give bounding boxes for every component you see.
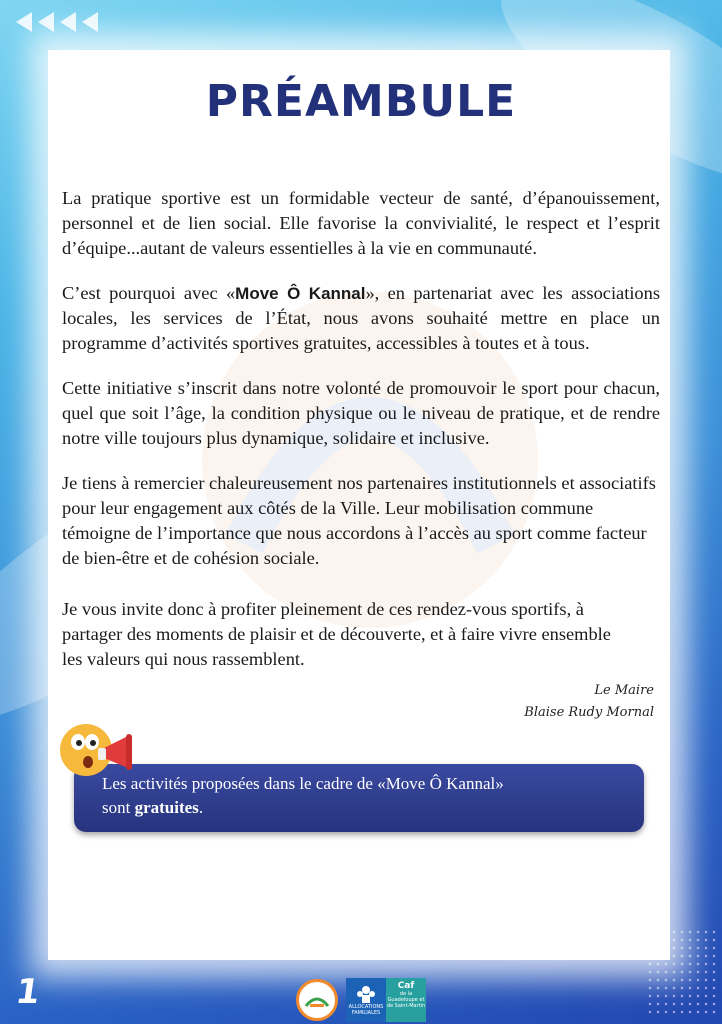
caf-left-text: ALLOCATIONS FAMILIALES bbox=[348, 1004, 384, 1016]
signature-name: Blaise Rudy Mornal bbox=[524, 705, 654, 720]
caf-logo-left bbox=[346, 978, 386, 1022]
caf-logo-right bbox=[386, 978, 426, 1022]
banner-text bbox=[102, 772, 624, 820]
partner-logos bbox=[296, 978, 426, 1022]
arrow-left-icon bbox=[16, 12, 32, 32]
arrow-left-icon bbox=[82, 12, 98, 32]
program-name: Move Ô Kannal bbox=[235, 284, 366, 303]
paragraph-1: La pratique sportive est un formidable vecteur de santé, d’épanouissement, personnel et de lien social. Elle favorise la convivialité, le respect et l’esprit d’équipe...autant de valeurs essentielles à la vie en communauté. bbox=[62, 188, 660, 258]
banner-line-2-prefix: sont bbox=[102, 798, 135, 817]
surprised-face-megaphone-icon bbox=[58, 718, 142, 782]
back-arrows-decoration bbox=[16, 12, 98, 32]
banner-line-2-suffix: . bbox=[198, 798, 204, 817]
arrow-left-icon bbox=[60, 12, 76, 32]
paragraph-3: Cette initiative s’inscrit dans notre volonté de promouvoir le sport pour chacun, quel que soit l’âge, la condition physique ou le niveau de pratique, et de rendre notre ville toujours plus dynamique, solidaire et inclusive. bbox=[62, 378, 660, 448]
paragraph-5: Je vous invite donc à profiter pleinement de ces rendez-vous sportifs, à partager des moments de plaisir et de découverte, et à faire vivre ensemble les valeurs qui nous rassemblent. bbox=[62, 599, 611, 669]
paragraph-2 bbox=[62, 281, 660, 356]
caf-title: Caf bbox=[397, 981, 415, 991]
city-logo bbox=[296, 979, 338, 1021]
arrow-left-icon bbox=[38, 12, 54, 32]
caf-subtitle: de la Guadeloupe et de Saint-Martin bbox=[386, 991, 426, 1009]
banner-line-2 bbox=[102, 796, 624, 820]
free-activities-banner bbox=[74, 764, 644, 832]
city-emblem-icon bbox=[304, 990, 330, 1010]
paragraph-2-before: C’est pourquoi avec « bbox=[62, 283, 236, 303]
banner-line-1: Les activités proposées dans le cadre de «Move Ô Kannal» bbox=[102, 774, 504, 793]
caf-family-icon bbox=[355, 984, 377, 1004]
banner-free-word: gratuites bbox=[134, 798, 199, 817]
paragraph-2-after: », en partenariat avec les associations locales, les services de l’État, nous avons souhaité mettre en place un programme d’activités sportives gratuites, accessibles à toutes et à tous. bbox=[62, 283, 660, 353]
page-number: 1 bbox=[13, 972, 43, 1012]
preamble-text bbox=[62, 186, 660, 692]
signature-block bbox=[524, 680, 654, 724]
signature-role: Le Maire bbox=[594, 683, 654, 698]
page-title: PRÉAMBULE bbox=[205, 76, 517, 127]
caf-logo bbox=[346, 978, 426, 1022]
paragraph-4: Je tiens à remercier chaleureusement nos partenaires institutionnels et associatifs pour leur engagement aux côtés de la Ville. Leur mobilisation commune témoigne de l’importance que nous accordons à l’accès au sport comme facteur de bien-être et de cohésion sociale. bbox=[62, 473, 656, 568]
